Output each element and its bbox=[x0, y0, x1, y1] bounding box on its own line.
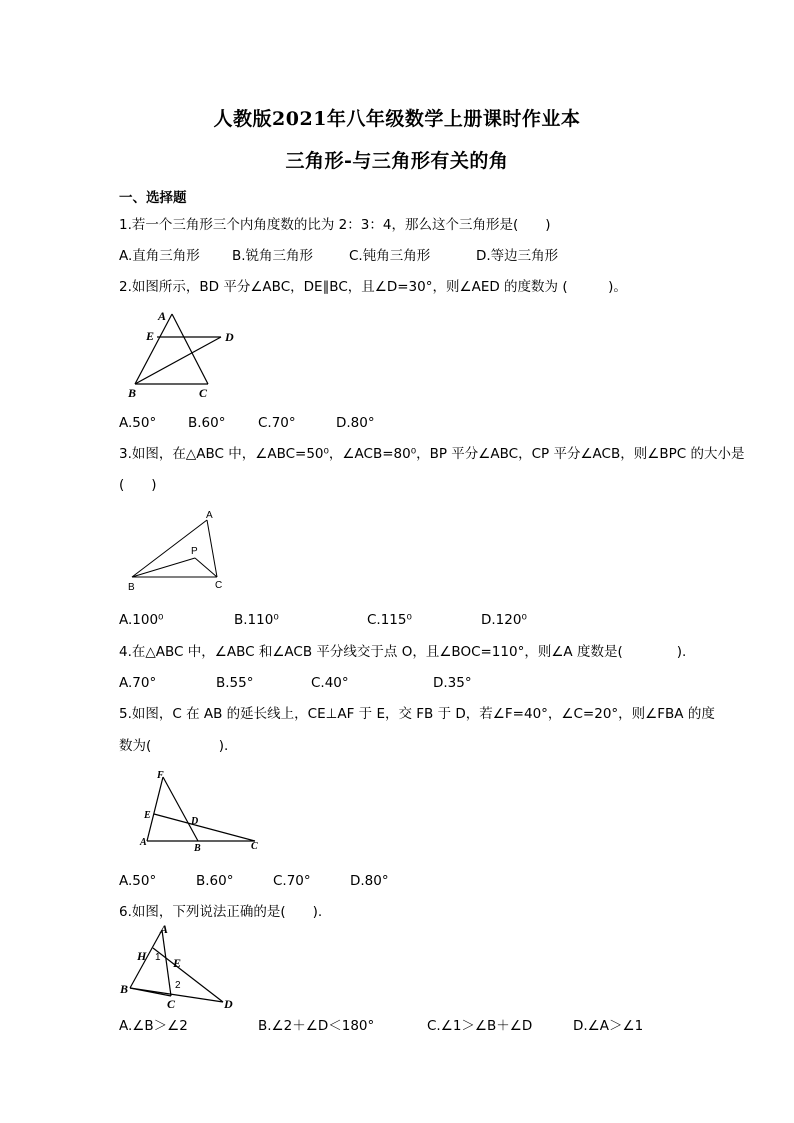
question-3-option-b: B.110⁰ bbox=[234, 612, 279, 628]
question-5-stem-continued: 数为( ). bbox=[119, 738, 229, 754]
question-2-figure bbox=[120, 308, 250, 403]
question-5-option-a: A.50° bbox=[119, 873, 157, 889]
q2-label-a: A bbox=[158, 309, 167, 323]
question-6-option-b: B.∠2＋∠D＜180° bbox=[258, 1018, 375, 1034]
question-5-option-d: D.80° bbox=[350, 873, 389, 889]
page-title: 人教版2021年八年级数学上册课时作业本 bbox=[213, 108, 581, 130]
q5-label-e: E bbox=[144, 810, 151, 821]
question-2-option-b: B.60° bbox=[188, 415, 226, 431]
question-3-option-a: A.100⁰ bbox=[119, 612, 164, 628]
question-3-option-c: C.115⁰ bbox=[367, 612, 412, 628]
question-2-option-c: C.70° bbox=[258, 415, 296, 431]
q6-angle-1: 1 bbox=[155, 952, 161, 963]
q6-label-a: A bbox=[160, 922, 169, 936]
q3-label-c: C bbox=[215, 580, 223, 591]
question-4-option-b: B.55° bbox=[216, 675, 254, 691]
question-3-stem: 3.如图，在△ABC 中，∠ABC=50⁰，∠ACB=80⁰，BP 平分∠ABC，CP 平分∠ACB，则∠BPC 的大小是 bbox=[119, 446, 745, 462]
q2-label-e: E bbox=[146, 329, 155, 343]
q6-label-h: H bbox=[137, 949, 147, 963]
question-2-option-d: D.80° bbox=[336, 415, 375, 431]
q6-label-b: B bbox=[120, 982, 129, 996]
q3-label-a: A bbox=[206, 510, 213, 521]
question-6-stem: 6.如图，下列说法正确的是( ). bbox=[119, 904, 323, 920]
question-3-figure bbox=[120, 506, 235, 596]
question-1-option-a: A.直角三角形 bbox=[119, 248, 200, 264]
q2-label-b: B bbox=[128, 386, 137, 400]
question-4-option-d: D.35° bbox=[433, 675, 472, 691]
question-6-option-c: C.∠1＞∠B＋∠D bbox=[427, 1018, 533, 1034]
question-1-option-b: B.锐角三角形 bbox=[232, 248, 314, 264]
question-1-stem: 1.若一个三角形三个内角度数的比为 2：3：4，那么这个三角形是( ) bbox=[119, 217, 551, 233]
section-heading: 一、选择题 bbox=[119, 190, 187, 206]
q5-label-b: B bbox=[194, 843, 201, 854]
question-3-option-d: D.120⁰ bbox=[481, 612, 527, 628]
question-6-option-d: D.∠A＞∠1 bbox=[573, 1018, 644, 1034]
q5-label-d: D bbox=[191, 816, 199, 827]
page-subtitle: 三角形-与三角形有关的角 bbox=[285, 150, 509, 172]
question-5-figure bbox=[125, 765, 270, 860]
question-5-stem: 5.如图，C 在 AB 的延长线上，CE⊥AF 于 E，交 FB 于 D，若∠F=40°，∠C=20°，则∠FBA 的度 bbox=[119, 706, 715, 722]
q5-label-a: A bbox=[140, 837, 147, 848]
q2-label-c: C bbox=[199, 386, 208, 400]
question-1-option-d: D.等边三角形 bbox=[476, 248, 559, 264]
question-3-stem-continued: ( ) bbox=[119, 477, 157, 493]
q6-angle-2: 2 bbox=[175, 980, 181, 991]
question-4-option-a: A.70° bbox=[119, 675, 157, 691]
q5-label-c: C bbox=[251, 841, 258, 852]
q6-label-e: E bbox=[173, 956, 182, 970]
q3-label-b: B bbox=[128, 582, 135, 593]
q3-label-p: P bbox=[191, 546, 198, 557]
question-4-option-c: C.40° bbox=[311, 675, 349, 691]
question-5-option-b: B.60° bbox=[196, 873, 234, 889]
q6-label-c: C bbox=[167, 997, 176, 1011]
q6-label-d: D bbox=[224, 997, 233, 1011]
question-4-stem: 4.在△ABC 中，∠ABC 和∠ACB 平分线交于点 O，且∠BOC=110°，则∠A 度数是( ). bbox=[119, 644, 687, 660]
question-6-option-a: A.∠B＞∠2 bbox=[119, 1018, 188, 1034]
question-2-option-a: A.50° bbox=[119, 415, 157, 431]
q5-label-f: F bbox=[157, 770, 164, 781]
question-6-figure bbox=[115, 922, 250, 1014]
q2-label-d: D bbox=[225, 330, 234, 344]
question-2-stem: 2.如图所示，BD 平分∠ABC，DE∥BC，且∠D=30°，则∠AED 的度数为 ( )。 bbox=[119, 279, 627, 295]
question-1-option-c: C.钝角三角形 bbox=[349, 248, 431, 264]
question-5-option-c: C.70° bbox=[273, 873, 311, 889]
